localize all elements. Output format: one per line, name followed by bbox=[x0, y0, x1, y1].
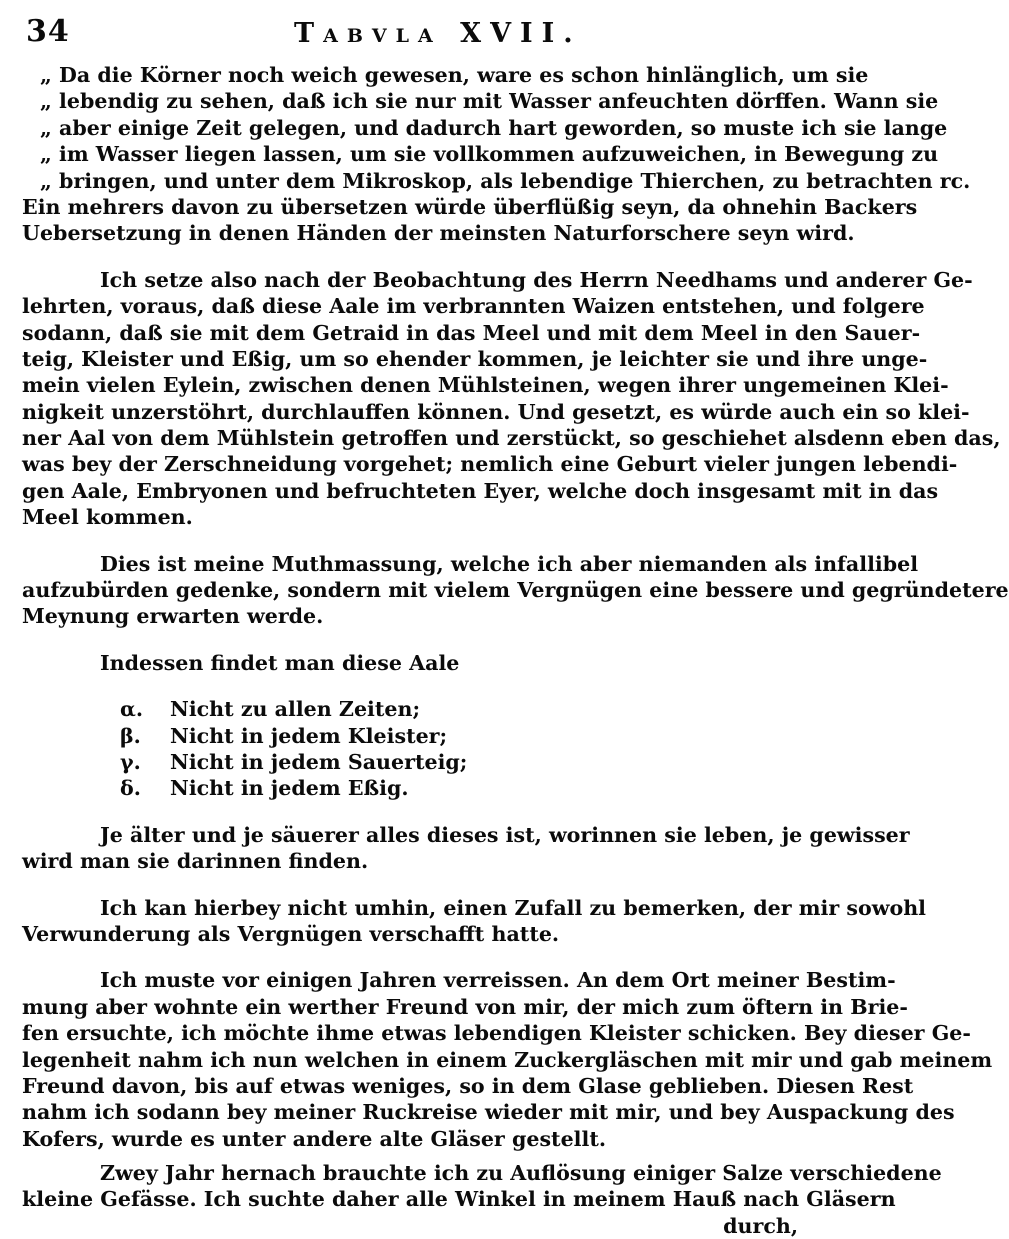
list-item bbox=[22, 723, 798, 749]
text-line: wird man sie darinnen finden. bbox=[22, 849, 369, 874]
paragraph-gap bbox=[22, 875, 798, 895]
text-line: Meynung erwarten werde. bbox=[22, 604, 324, 629]
list-marker: β. bbox=[120, 723, 141, 748]
page-number: 34 bbox=[26, 14, 70, 49]
text-line: fen ersuchte, ich möchte ihme etwas lebendigen Kleister schicken. Bey dieser Ge- bbox=[22, 1021, 971, 1046]
text-line: legenheit nahm ich nun welchen in einem Zuckergläschen mit mir und gab meinem bbox=[22, 1047, 993, 1072]
text-line: gen Aale, Embryonen und befruchteten Eyer, welche doch insgesamt mit in das bbox=[22, 478, 939, 503]
paragraph-gap bbox=[22, 531, 798, 551]
text-line: Kofers, wurde es unter andere alte Gläser gestellt. bbox=[22, 1126, 606, 1151]
list-marker: δ. bbox=[120, 776, 141, 801]
text-line: Freund davon, bis auf etwas weniges, so in dem Glase geblieben. Diesen Rest bbox=[22, 1073, 914, 1098]
text-line: Ich muste vor einigen Jahren verreissen. An dem Ort meiner Bestim- bbox=[100, 968, 896, 993]
list-item-text: Nicht in jedem Sauerteig; bbox=[170, 749, 468, 774]
catchword: durch, bbox=[723, 1213, 798, 1238]
paragraph-gap bbox=[22, 1152, 798, 1160]
paragraph-hypothesis bbox=[22, 267, 1001, 531]
text-line: Ich setze also nach der Beobachtung des Herrn Needhams und anderer Ge- bbox=[100, 267, 973, 292]
text-line: kleine Gefässe. Ich suchte daher alle Winkel in meinem Hauß nach Gläsern bbox=[22, 1187, 896, 1212]
text-line: nigkeit unzerstöhrt, durchlauffen können. Und gesetzt, es würde auch ein so klei- bbox=[22, 399, 970, 424]
list-item bbox=[22, 775, 798, 801]
text-line: Zwey Jahr hernach brauchte ich zu Auflösung einiger Salze verschiedene bbox=[100, 1161, 942, 1186]
list-marker: α. bbox=[120, 697, 144, 722]
text-line: Je älter und je säuerer alles dieses ist, worinnen sie leben, je gewisser bbox=[100, 822, 910, 847]
paragraph-conjecture bbox=[22, 551, 1009, 630]
list-item bbox=[22, 749, 798, 775]
text-line: teig, Kleister und Eßig, um so ehender kommen, je leichter sie und ihre unge- bbox=[22, 346, 928, 371]
paragraph-incident-intro bbox=[22, 895, 926, 948]
occurrence-list bbox=[22, 696, 798, 802]
text-line: Ein mehrers davon zu übersetzen würde überflüßig seyn, da ohnehin Backers bbox=[22, 194, 918, 219]
paragraph-list-intro bbox=[22, 650, 798, 676]
text-line: „ lebendig zu sehen, daß ich sie nur mit Wasser anfeuchten dörffen. Wann sie bbox=[40, 89, 939, 114]
paragraph-journey bbox=[22, 967, 993, 1152]
text-line: „ bringen, und unter dem Mikroskop, als lebendige Thierchen, zu betrachten rc. bbox=[40, 168, 971, 193]
text-line: Uebersetzung in denen Händen der meinsten Naturforschere seyn wird. bbox=[22, 221, 855, 246]
paragraph-two-years-later bbox=[22, 1160, 942, 1239]
text-line: nahm ich sodann bey meiner Ruckreise wieder mit mir, und bey Auspackung des bbox=[22, 1100, 955, 1125]
text-line: „ im Wasser liegen lassen, um sie vollkommen aufzuweichen, in Bewegung zu bbox=[40, 142, 939, 167]
text-line: ner Aal von dem Mühlstein getroffen und zerstückt, so geschiehet alsdenn eben das, bbox=[22, 426, 1001, 451]
text-line: sodann, daß sie mit dem Getraid in das Meel und mit dem Meel in den Sauer- bbox=[22, 320, 921, 345]
running-title: Tabvla XVII. bbox=[294, 18, 582, 49]
text-line: Indessen findet man diese Aale bbox=[100, 650, 460, 675]
text-line: Dies ist meine Muthmassung, welche ich aber niemanden als infallibel bbox=[100, 551, 919, 576]
paragraph-age-note bbox=[22, 822, 910, 875]
list-item-text: Nicht zu allen Zeiten; bbox=[170, 697, 421, 722]
text-line: lehrten, voraus, daß diese Aale im verbrannten Waizen entstehen, und folgere bbox=[22, 294, 925, 319]
paragraph-gap bbox=[22, 676, 798, 696]
paragraph-gap bbox=[22, 247, 798, 267]
text-line: Verwunderung als Vergnügen verschafft hatte. bbox=[22, 921, 560, 946]
text-line: Meel kommen. bbox=[22, 505, 193, 530]
text-line: mein vielen Eylein, zwischen denen Mühlsteinen, wegen ihrer ungemeinen Klei- bbox=[22, 373, 949, 398]
list-item-text: Nicht in jedem Kleister; bbox=[170, 723, 448, 748]
paragraph-gap bbox=[22, 630, 798, 650]
text-line: Ich kan hierbey nicht umhin, einen Zufall zu bemerken, der mir sowohl bbox=[100, 895, 926, 920]
text-line: mung aber wohnte ein werther Freund von mir, der mich zum öftern in Brie- bbox=[22, 994, 908, 1019]
list-marker: γ. bbox=[120, 749, 141, 774]
text-line: aufzubürden gedenke, sondern mit vielem Vergnügen eine bessere und gegründetere bbox=[22, 578, 1009, 603]
text-line: „ Da die Körner noch weich gewesen, ware es schon hinlänglich, um sie bbox=[40, 63, 869, 87]
body-text bbox=[22, 62, 1009, 1239]
paragraph-quote-continuation bbox=[22, 62, 971, 247]
text-line: „ aber einige Zeit gelegen, und dadurch hart geworden, so muste ich sie lange bbox=[40, 115, 948, 140]
paragraph-gap bbox=[22, 947, 798, 967]
paragraph-gap bbox=[22, 802, 798, 822]
list-item-text: Nicht in jedem Eßig. bbox=[170, 776, 409, 801]
list-item bbox=[22, 696, 798, 722]
text-line: was bey der Zerschneidung vorgehet; nemlich eine Geburt vieler jungen lebendi- bbox=[22, 452, 958, 477]
page-header bbox=[22, 8, 782, 50]
